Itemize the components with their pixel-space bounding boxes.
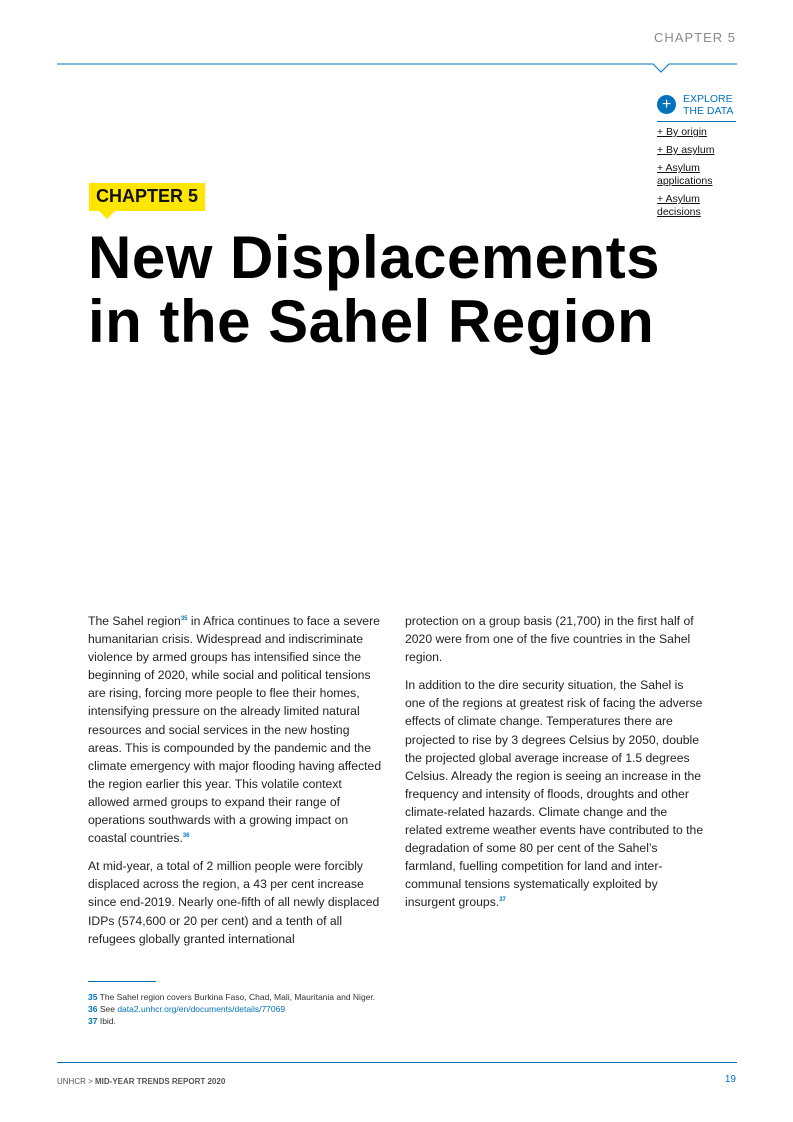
footnote-text: The Sahel region covers Burkina Faso, Chad, Mali, Mauritania and Niger. (97, 992, 376, 1002)
footnote-link[interactable]: data2.unhcr.org/en/documents/details/77069 (117, 1004, 286, 1014)
link-by-origin[interactable]: + By origin (657, 126, 707, 138)
p1-text-b: in Africa continues to face a severe humanitarian crisis. Widespread and indiscriminate violence by armed groups has intensified since the beginning of 2020, while social and political tensions are rising, forcing more people to flee their homes, intensifying pressure on the already limited natural resources and social services in the new hosting areas. This is compounded by the pandemic and the climate emergency with major flooding having affected the region earlier this year. This volatile context allowed armed groups to expand their range of operations southwards with a growing impact on coastal countries. (88, 614, 382, 846)
footnote-text: See (97, 1004, 118, 1014)
footnote-ref-36[interactable]: 36 (182, 833, 190, 840)
footer-rule (57, 1062, 737, 1063)
paragraph-2: At mid-year, a total of 2 million people were forcibly displaced across the region, a 43 per cent increase since end-2019. Nearly one-fifth of all newly displaced IDPs (574,600 or 20 per cent) and a tenth of all refugees globally granted international (88, 859, 380, 946)
footnote-36 (88, 1003, 375, 1015)
paragraph-2-continued: protection on a group basis (21,700) in the first half of 2020 were from one of the five countries in the Sahel region. (405, 614, 694, 665)
footnotes (88, 991, 375, 1027)
explore-label (683, 93, 733, 117)
page-number: 19 (724, 1074, 736, 1085)
title-line-2: in the Sahel Region (88, 288, 655, 355)
footer-separator: > (85, 1077, 96, 1086)
page-title (88, 226, 728, 354)
p1-text-a: The Sahel region (88, 614, 181, 628)
link-by-asylum[interactable]: + By asylum (657, 144, 715, 156)
running-header-chapter: CHAPTER 5 (654, 30, 736, 45)
footer-report: MID-YEAR TRENDS REPORT 2020 (95, 1077, 226, 1086)
footnote-divider (88, 981, 156, 982)
footnote-number: 35 (88, 992, 98, 1002)
explore-label-line1: EXPLORE (683, 93, 733, 105)
footer-org: UNHCR (57, 1077, 86, 1086)
plus-icon[interactable]: + (657, 95, 676, 114)
footer-report-title (57, 1077, 225, 1086)
footnote-37 (88, 1015, 375, 1027)
footnote-text: Ibid. (97, 1016, 116, 1026)
explore-label-line2: THE DATA (683, 105, 734, 117)
footnote-ref-37[interactable]: 37 (499, 897, 506, 904)
explore-the-data-panel (657, 93, 747, 224)
p3-text: In addition to the dire security situation, the Sahel is one of the regions at greatest risk of facing the adverse effects of climate change. Temperatures there are projected to rise by 3 degrees Celsius by 2050, double the projected global average increase of 1.5 degrees Celsius. Already the region is seeing an increase in the frequency and intensity of floods, droughts and other climate-related hazards. Climate change and the related extreme weather events have contributed to the degradation of some 80 per cent of the Sahel’s farmland, fuelling competition for land and inter-communal tensions systematically exploited by insurgent groups. (405, 678, 704, 910)
link-asylum-applications[interactable]: + Asylum applications (657, 162, 713, 187)
footnote-ref-35[interactable]: 35 (180, 615, 188, 622)
paragraph-3 (405, 676, 705, 911)
footnote-35 (88, 991, 375, 1003)
footnote-number: 37 (88, 1016, 98, 1026)
link-asylum-decisions[interactable]: + Asylum decisions (657, 193, 701, 218)
explore-heading[interactable] (657, 93, 747, 117)
body-column-right (405, 612, 705, 922)
footnote-number: 36 (88, 1004, 98, 1014)
chapter-badge: CHAPTER 5 (89, 183, 205, 211)
paragraph-1 (88, 612, 386, 847)
title-line-1: New Displacements (88, 224, 661, 291)
body-column-left (88, 612, 386, 958)
explore-divider (657, 121, 736, 122)
